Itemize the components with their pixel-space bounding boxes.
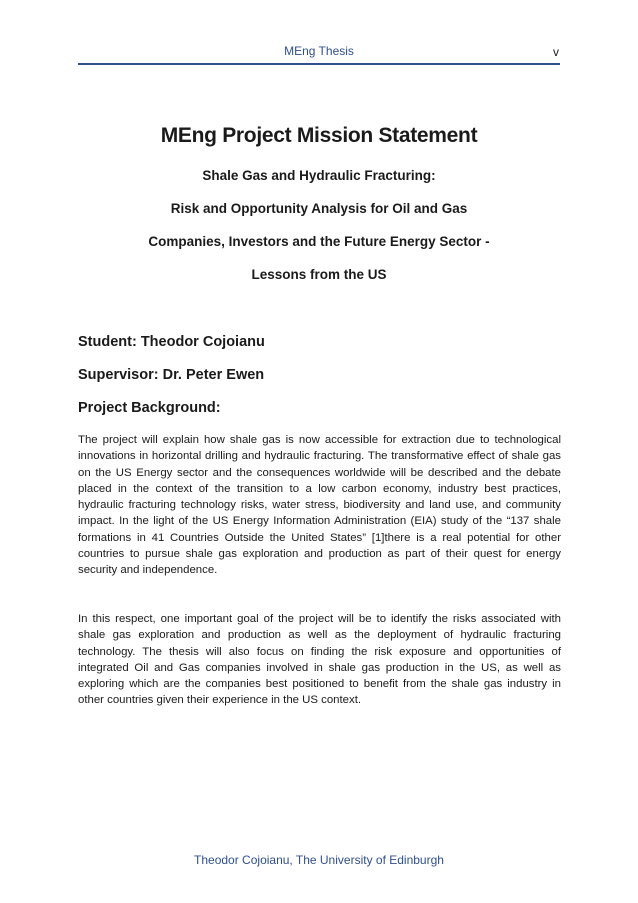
background-paragraph-2: In this respect, one important goal of the project will be to identify the risks associated with shale gas exploration and production as well as the deployment of hydraulic fracturing technology. The thesis will also focus on finding the risk exposure and opportunities of integrated Oil and Gas companies involved in shale gas production in the US, as well as exploring which are the companies best positioned to benefit from the shale gas industry in other countries given their experience in the US context. bbox=[78, 613, 561, 707]
student-name: Student: Theodor Cojoianu bbox=[78, 334, 265, 350]
subtitle-line-1: Shale Gas and Hydraulic Fracturing: bbox=[202, 168, 436, 183]
page-footer: Theodor Cojoianu, The University of Edinburgh bbox=[194, 853, 444, 867]
background-paragraph-1: The project will explain how shale gas is now accessible for extraction due to technological innovations in horizontal drilling and hydraulic fracturing. The transformative effect of shale gas on the US Energy sector and the consequences worldwide will be described and the debate placed in the context of the transition to a low carbon economy, industry best practices, hydraulic fracturing technology risks, water stress, biodiversity and land use, and community impact. In the light of the US Energy Information Administration (EIA) study of the “137 shale formations in 41 Countries Outside the United States” [1]there is a real potential for other countries to pursue shale gas exploration and production as part of their quest for energy security and independence. bbox=[78, 434, 561, 577]
header-divider bbox=[78, 63, 560, 65]
running-header-title: MEng Thesis bbox=[284, 44, 354, 58]
background-heading: Project Background: bbox=[78, 400, 221, 416]
subtitle-line-4: Lessons from the US bbox=[251, 267, 387, 282]
page-number: v bbox=[553, 45, 559, 59]
document-title: MEng Project Mission Statement bbox=[160, 124, 478, 147]
subtitle-line-3: Companies, Investors and the Future Energy Sector - bbox=[148, 234, 490, 249]
supervisor-name: Supervisor: Dr. Peter Ewen bbox=[78, 367, 265, 383]
subtitle-line-2: Risk and Opportunity Analysis for Oil and Gas bbox=[170, 201, 468, 216]
